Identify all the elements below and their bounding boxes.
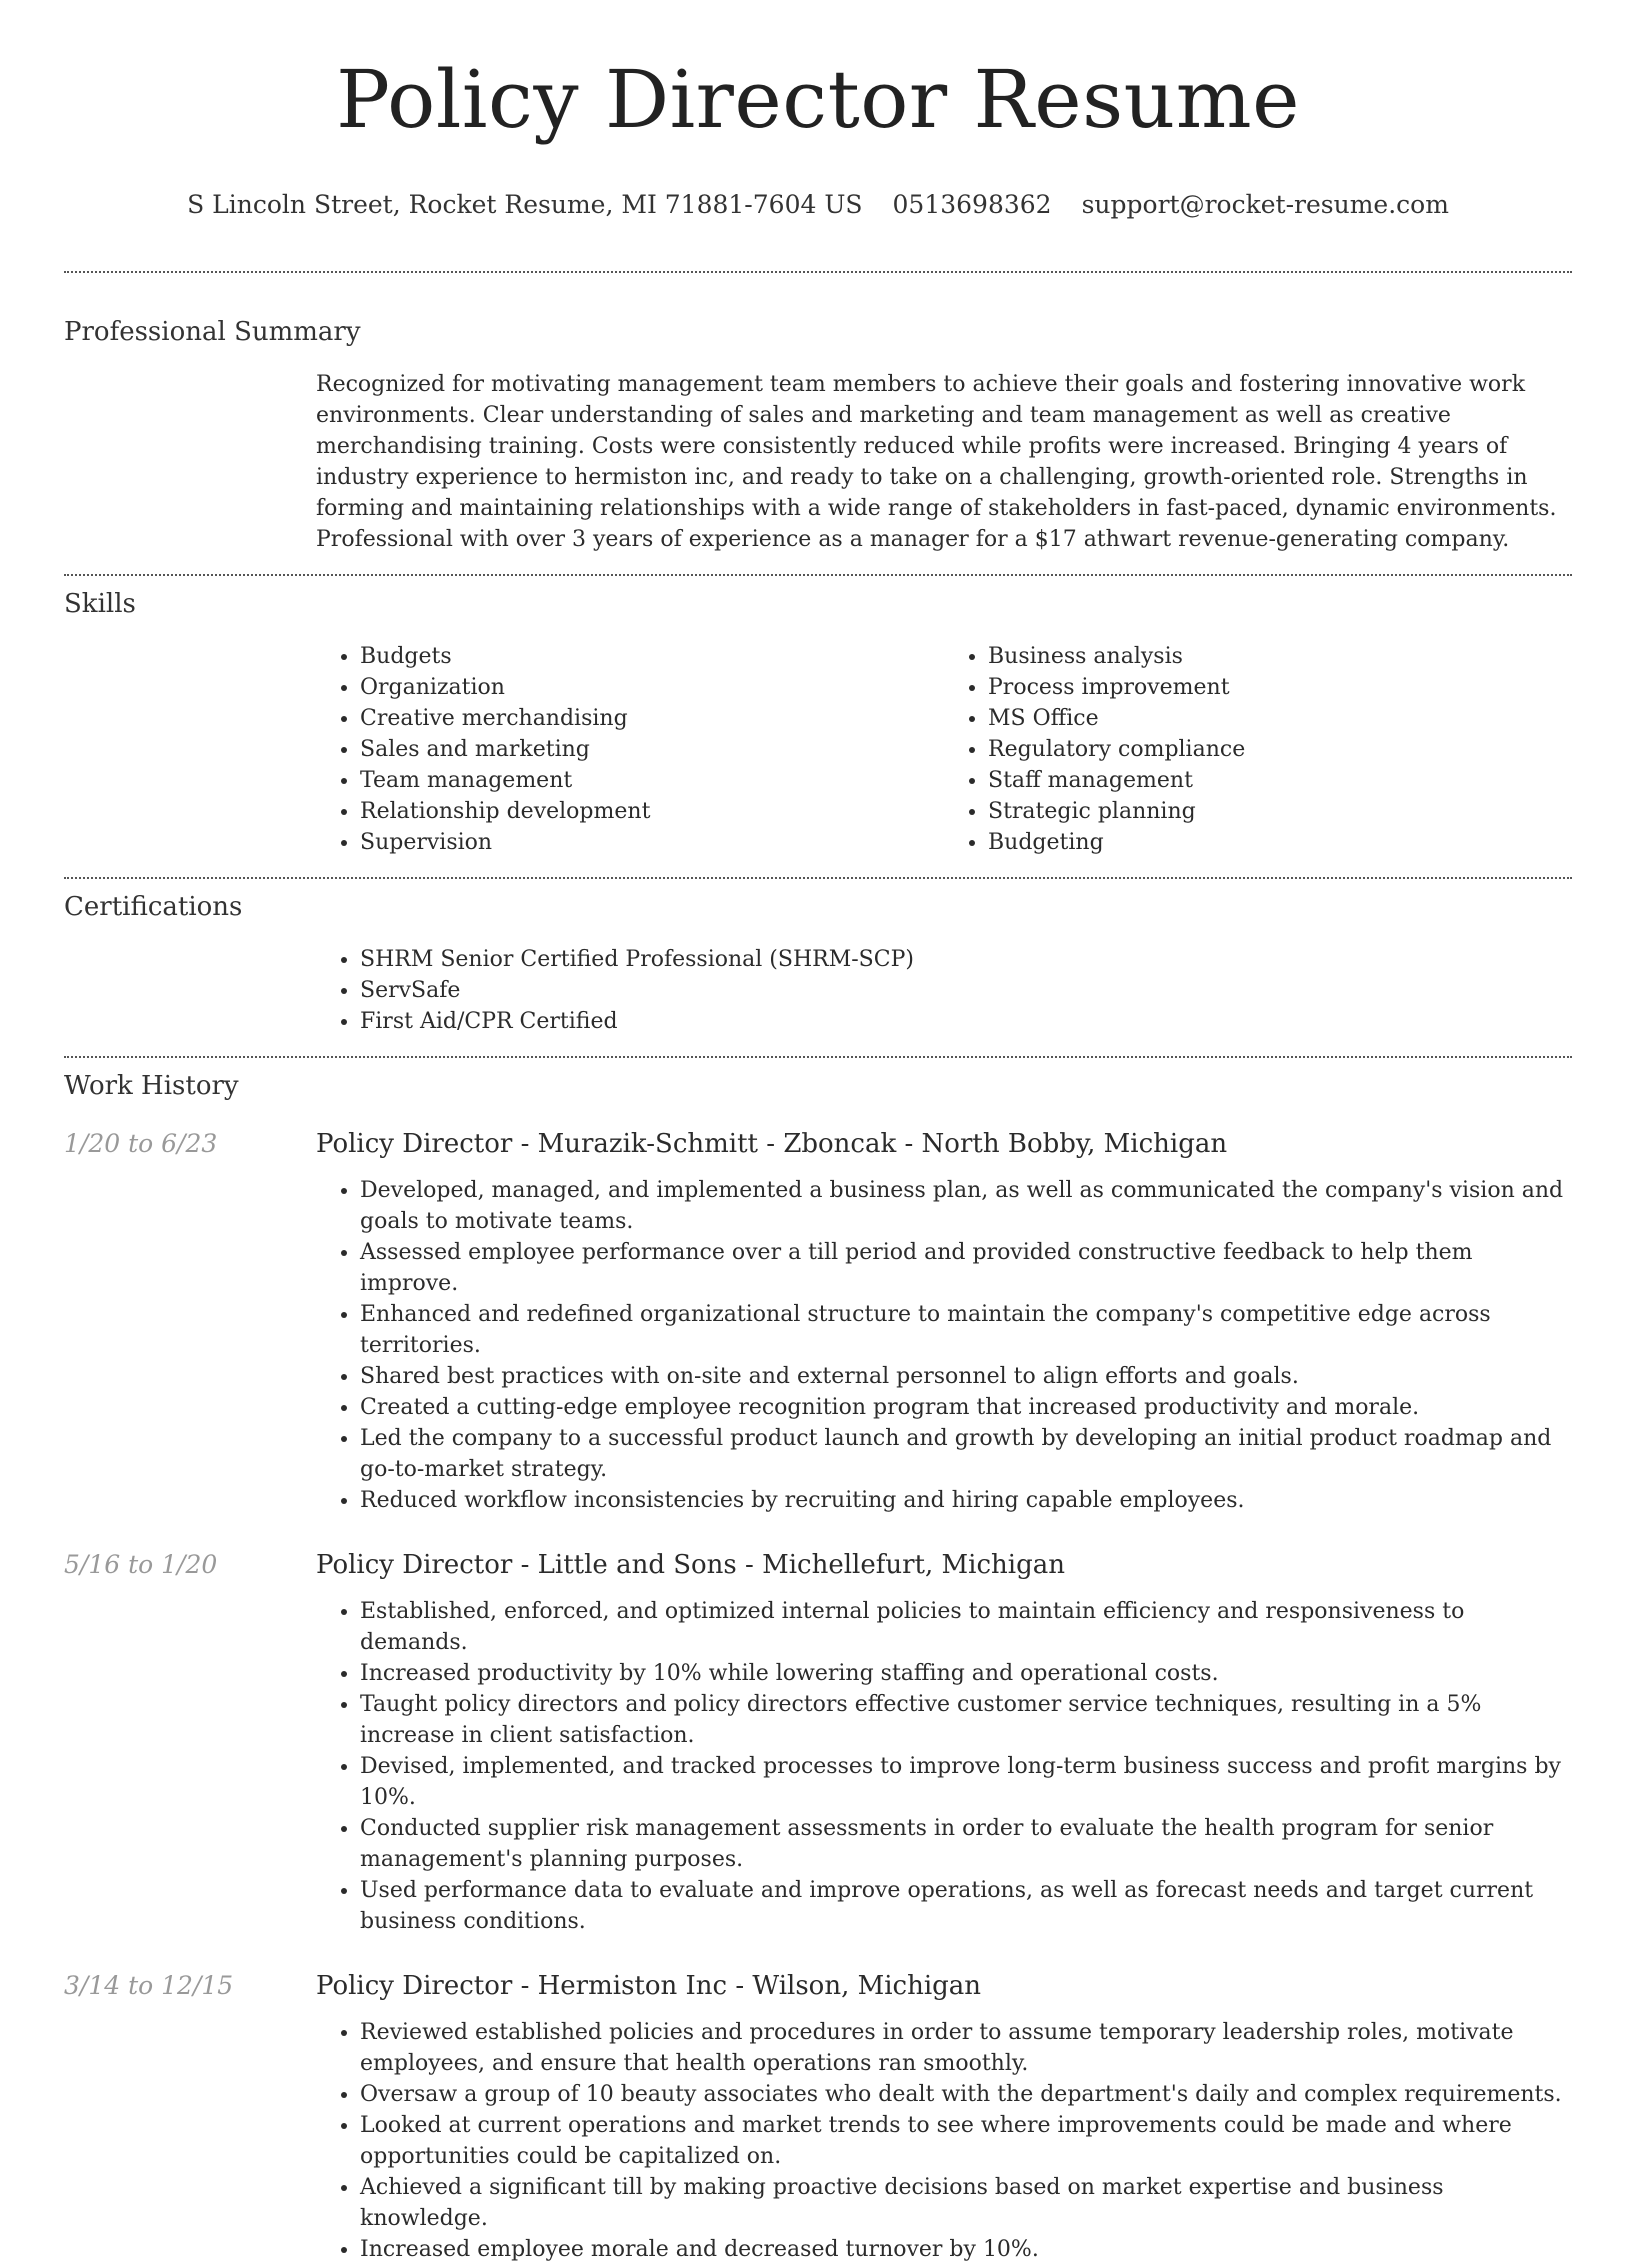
job-date: 1/20 to 6/23 <box>64 1129 218 1158</box>
job-bullet: • Used performance data to evaluate and improve operations, as well as forecast needs and target current business conditions. <box>360 1875 1572 1937</box>
summary-section <box>64 315 1572 555</box>
job-bullets <box>316 1596 1572 1937</box>
summary-text: Recognized for motivating management team members to achieve their goals and fostering innovative work environments. Clear understanding of sales and marketing and team management as well as creative merchandising training. Costs were consistently reduced while profits were increased. Bringing 4 years of industry experience to hermiston inc, and ready to take on a challenging, growth-oriented role. Strengths in forming and maintaining relationships with a wide range of stakeholders in fast-paced, dynamic environments. Professional with over 3 years of experience as a manager for a $17 athwart revenue-generating company. <box>316 372 1557 552</box>
skills-list-right <box>944 641 1572 858</box>
job-bullet: • Shared best practices with on-site and external personnel to align efforts and goals. <box>360 1361 1572 1392</box>
job-bullets <box>316 2017 1572 2265</box>
job-heading: Policy Director - Little and Sons - Michellefurt, Michigan <box>316 1550 1065 1580</box>
job-bullet: • Conducted supplier risk management assessments in order to evaluate the health program for senior management's planning purposes. <box>360 1813 1572 1875</box>
skill-item: • Business analysis <box>988 641 1572 672</box>
summary-title: Professional Summary <box>64 317 361 347</box>
job-entry <box>64 1127 1572 1516</box>
skill-item: • Creative merchandising <box>360 703 944 734</box>
skill-item: • Organization <box>360 672 944 703</box>
job-bullet: • Created a cutting-edge employee recognition program that increased productivity and morale. <box>360 1392 1572 1423</box>
skill-item: • Strategic planning <box>988 796 1572 827</box>
contact-line <box>64 188 1572 222</box>
certifications-list <box>316 944 1572 1037</box>
skills-title: Skills <box>64 589 136 619</box>
job-bullet: • Increased productivity by 10% while lowering staffing and operational costs. <box>360 1658 1572 1689</box>
certifications-title: Certifications <box>64 892 243 922</box>
job-date: 3/14 to 12/15 <box>64 1971 234 2000</box>
skill-item: • Team management <box>360 765 944 796</box>
job-bullet: • Established, enforced, and optimized internal policies to maintain efficiency and responsiveness to demands. <box>360 1596 1572 1658</box>
work-history-title: Work History <box>64 1071 239 1101</box>
skill-item: • Relationship development <box>360 796 944 827</box>
resume-title: Policy Director Resume <box>336 53 1300 146</box>
job-bullet: • Looked at current operations and market trends to see where improvements could be made and where opportunities could be capitalized on. <box>360 2110 1572 2172</box>
job-bullet: • Assessed employee performance over a till period and provided constructive feedback to help them improve. <box>360 1237 1572 1299</box>
divider-header <box>64 271 1572 273</box>
job-heading: Policy Director - Murazik-Schmitt - Zboncak - North Bobby, Michigan <box>316 1129 1228 1159</box>
contact-email: support@rocket-resume.com <box>1081 190 1449 219</box>
skill-item: • Sales and marketing <box>360 734 944 765</box>
job-date: 5/16 to 1/20 <box>64 1550 218 1579</box>
work-history-section <box>64 1069 1572 2265</box>
skill-item: • Supervision <box>360 827 944 858</box>
skills-section <box>64 587 1572 858</box>
job-entry <box>64 1969 1572 2265</box>
resume-page <box>64 0 1572 2265</box>
divider-skills <box>64 877 1572 879</box>
certifications-section <box>64 890 1572 1037</box>
job-bullet: • Taught policy directors and policy directors effective customer service techniques, resulting in a 5% increase in client satisfaction. <box>360 1689 1572 1751</box>
job-bullet: • Achieved a significant till by making proactive decisions based on market expertise and business knowledge. <box>360 2172 1572 2234</box>
skill-item: • Budgets <box>360 641 944 672</box>
job-bullet: • Increased employee morale and decreased turnover by 10%. <box>360 2234 1572 2265</box>
skill-item: • Staff management <box>988 765 1572 796</box>
certification-item: • First Aid/CPR Certified <box>360 1006 1572 1037</box>
job-bullet: • Reduced workflow inconsistencies by recruiting and hiring capable employees. <box>360 1485 1572 1516</box>
certification-item: • SHRM Senior Certified Professional (SHRM-SCP) <box>360 944 1572 975</box>
contact-address: S Lincoln Street, Rocket Resume, MI 71881-7604 US <box>187 190 863 219</box>
skill-item: • Regulatory compliance <box>988 734 1572 765</box>
job-entry <box>64 1548 1572 1937</box>
job-bullet: • Developed, managed, and implemented a business plan, as well as communicated the company's vision and goals to motivate teams. <box>360 1175 1572 1237</box>
job-bullet: • Oversaw a group of 10 beauty associates who dealt with the department's daily and complex requirements. <box>360 2079 1572 2110</box>
certification-item: • ServSafe <box>360 975 1572 1006</box>
skill-item: • MS Office <box>988 703 1572 734</box>
job-bullet: • Devised, implemented, and tracked processes to improve long-term business success and profit margins by 10%. <box>360 1751 1572 1813</box>
skill-item: • Process improvement <box>988 672 1572 703</box>
skills-list-left <box>316 641 944 858</box>
job-heading: Policy Director - Hermiston Inc - Wilson, Michigan <box>316 1971 982 2001</box>
divider-certifications <box>64 1056 1572 1058</box>
skill-item: • Budgeting <box>988 827 1572 858</box>
job-bullet: • Enhanced and redefined organizational structure to maintain the company's competitive edge across territories. <box>360 1299 1572 1361</box>
contact-phone: 0513698362 <box>892 190 1052 219</box>
job-bullet: • Reviewed established policies and procedures in order to assume temporary leadership roles, motivate employees, and ensure that health operations ran smoothly. <box>360 2017 1572 2079</box>
divider-summary <box>64 574 1572 576</box>
job-bullets <box>316 1175 1572 1516</box>
job-bullet: • Led the company to a successful product launch and growth by developing an initial product roadmap and go-to-market strategy. <box>360 1423 1572 1485</box>
